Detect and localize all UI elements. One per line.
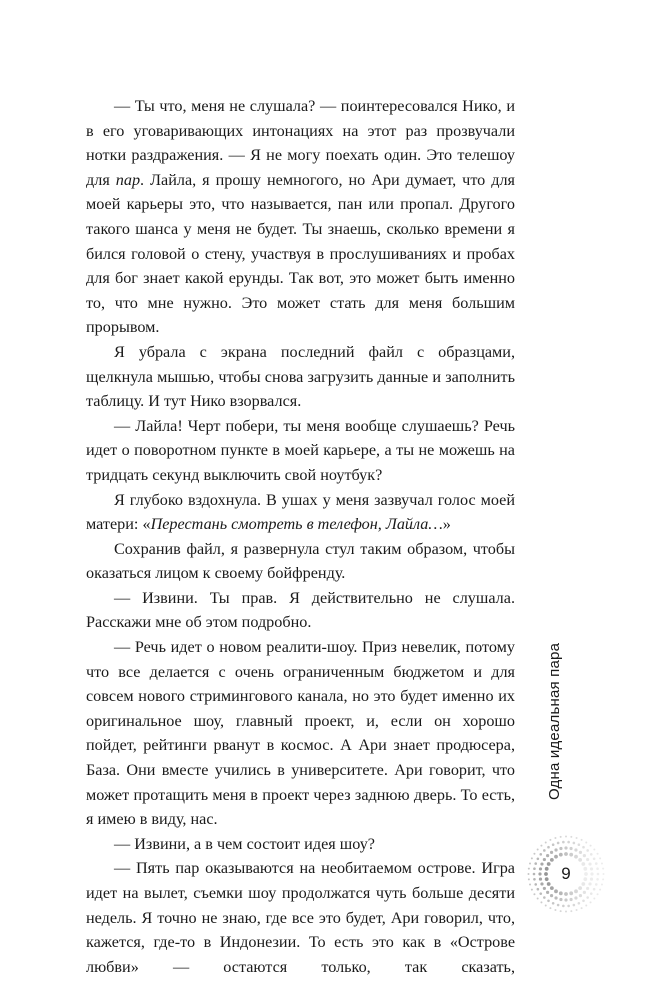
text-run: — Ты что, меня не слушала? — поинтересовался Нико, и в его уговаривающих интонациях на этот раз прозвучали нотки раздражения. — Я не могу поехать один. Это телешоу для — [86, 97, 515, 189]
paragraph — [86, 856, 515, 979]
italic-text: Перестань смотреть в телефон, Лайла… — [150, 515, 443, 534]
paragraph — [86, 537, 515, 586]
text-run: — Лайла! Черт побери, ты меня вообще слушаешь? Речь идет о поворотном пункте в моей карьере, а ты не можешь на тридцать секунд выключить свой ноутбук? — [86, 416, 515, 484]
text-run: Я убрала с экрана последний файл с образцами, щелкнула мышью, чтобы снова загрузить данные и заполнить таблицу. И тут Нико взорвался. — [86, 342, 515, 411]
paragraph — [86, 635, 515, 832]
text-run: — Извини, а в чем состоит идея шоу? — [114, 834, 375, 853]
text-run: — Извини. Ты прав. Я действительно не слушала. Расскажи мне об этом подробно. — [86, 588, 515, 632]
text-run: Я глубоко вздохнула. В ушах у меня зазвучал голос моей матери: « — [86, 490, 515, 534]
paragraph — [86, 340, 515, 414]
paragraph — [86, 414, 515, 488]
page-number: 9 — [561, 864, 571, 883]
text-run: Сохранив файл, я развернула стул таким образом, чтобы оказаться лицом к своему бойфренду. — [86, 539, 515, 583]
page-number-badge — [526, 834, 606, 914]
text-run: — Пять пар оказываются на необитаемом острове. Игра идет на вылет, съемки шоу продолжатся чуть больше десяти недель. Я точно не знаю, где все это будет, Ари говорил, что, кажется, где-то в Индонезии. То есть это как в «Острове любви» — остаются только, так сказать, — [86, 859, 515, 976]
paragraph — [86, 832, 515, 857]
text-run: . Лайла, я прошу немногого, но Ари думает, что для моей карьеры это, что называется, пан или пропал. Другого такого шанса у меня не будет. Ты знаешь, сколько времени я бился головой о стену, участвуя в прослушиваниях и пробах для бог знает какой ерунды. Так вот, это может быть именно то, что мне нужно. Это может стать для меня большим прорывом. — [86, 170, 516, 337]
paragraph — [86, 94, 515, 340]
paragraph — [86, 488, 515, 537]
text-run: » — [442, 515, 451, 534]
running-title: Одна идеальная пара — [546, 642, 563, 800]
italic-text: пар — [115, 170, 141, 189]
paragraph — [86, 586, 515, 635]
body-text — [86, 94, 515, 979]
text-run: — Речь идет о новом реалити-шоу. Приз невелик, потому что все делается с очень ограниченным бюджетом и для совсем нового стримингового канала, но это будет именно их оригинальное шоу, главный проект, и, если он хорошо пойдет, рейтинги рванут в космос. А Ари знает продюсера, База. Они вместе учились в университете. Ари говорит, что может протащить меня в проект через заднюю дверь. То есть, я имею в виду, нас. — [86, 638, 515, 829]
